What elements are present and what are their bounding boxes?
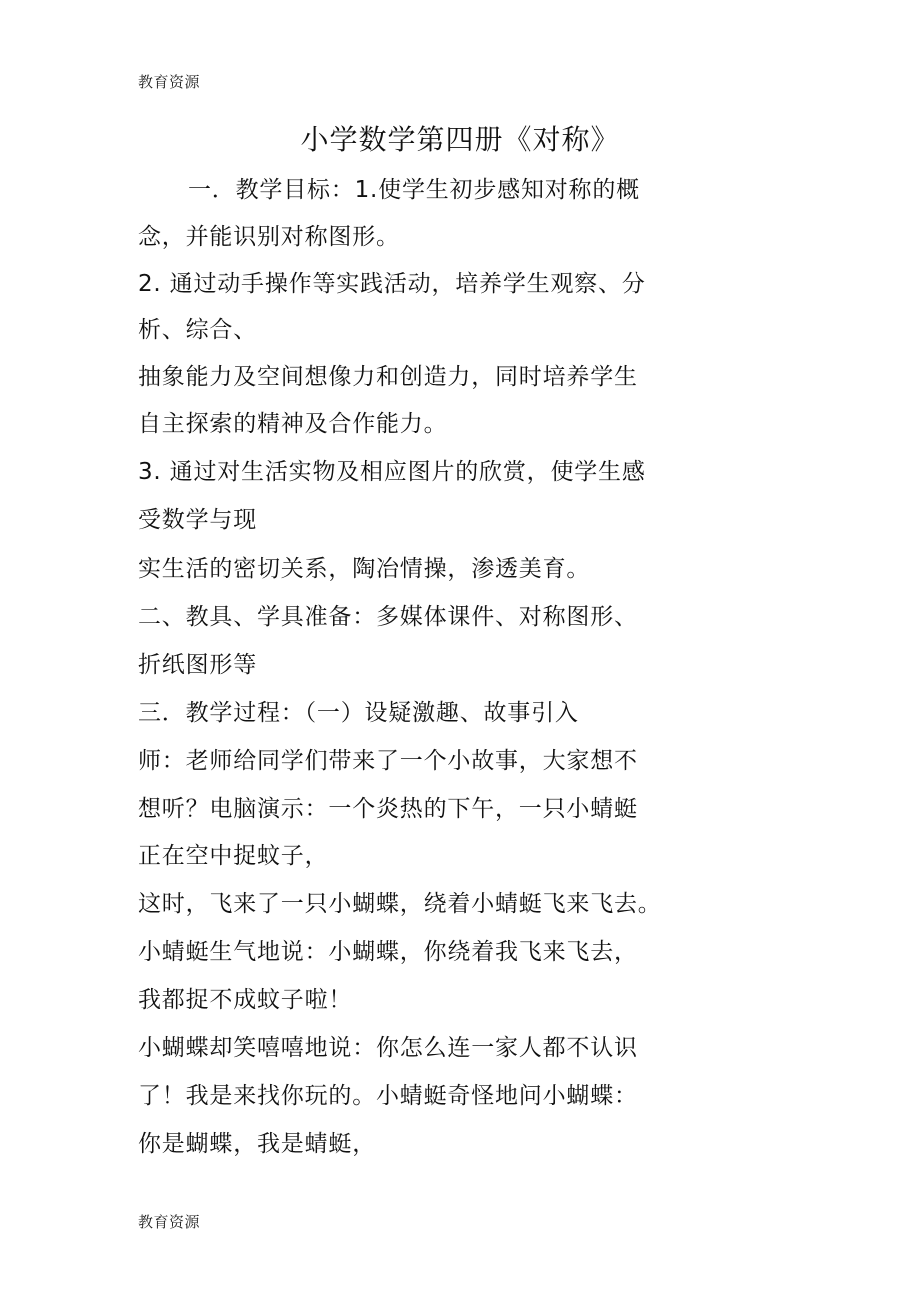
page-footer-label: 教育资源 — [138, 1213, 201, 1231]
body-line: 一．教学目标：1.使学生初步感知对称的概 — [188, 177, 640, 203]
body-line: 师：老师给同学们带来了一个小故事，大家想不 — [138, 748, 638, 774]
body-line: 这时，飞来了一只小蝴蝶，绕着小蜻蜓飞来飞去。 — [138, 891, 662, 917]
page-header-label: 教育资源 — [138, 73, 201, 91]
body-line: 正在空中捉蚊子， — [138, 843, 329, 869]
body-line: 小蜻蜓生气地说：小蝴蝶，你绕着我飞来飞去， — [138, 939, 638, 965]
body-line: 了！我是来找你玩的。小蜻蜓奇怪地问小蝴蝶： — [138, 1083, 638, 1109]
body-line: 受数学与现 — [138, 507, 257, 533]
body-line: 三．教学过程：（一）设疑激趣、故事引入 — [138, 700, 579, 726]
body-line: 小蝴蝶却笑嘻嘻地说：你怎么连一家人都不认识 — [138, 1035, 638, 1061]
body-line: 我都捉不成蚊子啦！ — [138, 987, 353, 1013]
body-line: 2. 通过动手操作等实践活动，培养学生观察、分 — [138, 271, 646, 297]
body-line: 念，并能识别对称图形。 — [138, 224, 400, 250]
body-line: 你是蝴蝶，我是蜻蜓， — [138, 1131, 376, 1157]
body-line: 3. 通过对生活实物及相应图片的欣赏，使学生感 — [138, 459, 646, 485]
body-line: 实生活的密切关系，陶冶情操，渗透美育。 — [138, 556, 591, 582]
body-line: 自主探索的精神及合作能力。 — [138, 411, 448, 437]
body-line: 二、教具、学具准备：多媒体课件、对称图形、 — [138, 604, 638, 630]
body-line: 抽象能力及空间想像力和创造力，同时培养学生 — [138, 364, 638, 390]
document-title: 小学数学第四册《对称》 — [300, 123, 620, 156]
body-line: 想听？电脑演示：一个炎热的下午，一只小蜻蜓 — [138, 796, 638, 822]
body-line: 折纸图形等 — [138, 652, 257, 678]
body-line: 析、综合、 — [138, 317, 257, 343]
